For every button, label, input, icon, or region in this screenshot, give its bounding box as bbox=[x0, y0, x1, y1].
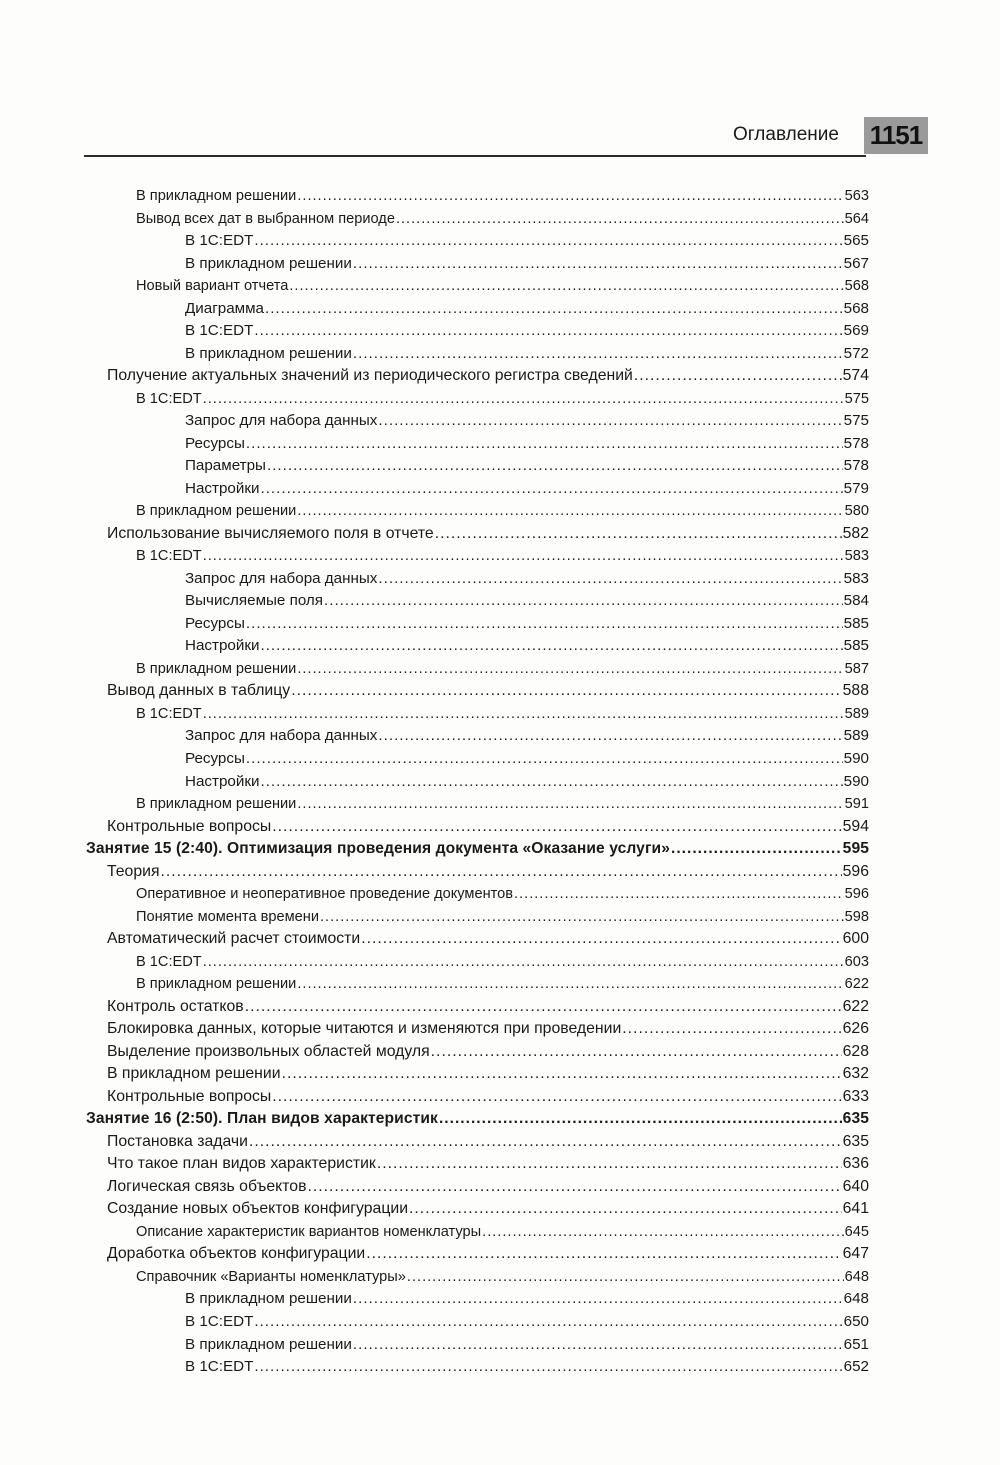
toc-entry-row bbox=[136, 794, 869, 814]
toc-chapter-row bbox=[86, 1109, 869, 1129]
toc-page-number: 641 bbox=[842, 1200, 869, 1218]
toc-entry-title: Логическая связь объектов bbox=[107, 1177, 307, 1195]
toc-page-number: 578 bbox=[843, 457, 869, 475]
toc-entry-row bbox=[185, 569, 869, 589]
toc-page-number: 600 bbox=[842, 930, 869, 948]
toc-dot-leader bbox=[366, 1244, 841, 1264]
toc-dot-leader bbox=[203, 704, 844, 724]
toc-entry-row bbox=[107, 1132, 869, 1152]
toc-entry-title: Настройки bbox=[185, 637, 260, 655]
toc-entry-title: В 1С:EDT bbox=[185, 232, 254, 250]
toc-entry-row bbox=[136, 1222, 869, 1242]
toc-dot-leader bbox=[267, 456, 843, 476]
toc-dot-leader bbox=[254, 321, 842, 341]
toc-entry-title: В 1С:EDT bbox=[136, 953, 202, 970]
toc-dot-leader bbox=[409, 1199, 842, 1219]
toc-entry-row bbox=[107, 1154, 869, 1174]
toc-page-number: 622 bbox=[842, 997, 869, 1015]
toc-dot-leader bbox=[353, 1335, 843, 1355]
toc-entry-row bbox=[185, 411, 869, 431]
toc-entry-row bbox=[185, 1357, 869, 1377]
toc-page-number: 584 bbox=[843, 592, 869, 610]
toc-dot-leader bbox=[431, 1042, 842, 1062]
toc-dot-leader bbox=[260, 772, 842, 792]
toc-page-number: 582 bbox=[842, 524, 869, 542]
toc-dot-leader bbox=[407, 1267, 844, 1287]
toc-entry-row bbox=[185, 344, 869, 364]
toc-dot-leader bbox=[353, 254, 843, 274]
toc-entry-title: Справочник «Варианты номенклатуры» bbox=[136, 1268, 406, 1285]
toc-page-number: 568 bbox=[843, 299, 869, 317]
toc-dot-leader bbox=[297, 794, 843, 814]
toc-entry-row bbox=[107, 1042, 869, 1062]
toc-entry-title: В прикладном решении bbox=[185, 344, 352, 362]
toc-entry-row bbox=[185, 456, 869, 476]
toc-dot-leader bbox=[254, 231, 842, 251]
toc-entry-row bbox=[136, 952, 869, 972]
toc-entry-row bbox=[136, 276, 869, 296]
toc-page-number: 587 bbox=[844, 660, 869, 677]
toc-page-number: 585 bbox=[843, 637, 869, 655]
toc-entry-row bbox=[185, 254, 869, 274]
toc-dot-leader bbox=[272, 1087, 841, 1107]
toc-dot-leader bbox=[246, 749, 843, 769]
toc-entry-title: Оперативное и неоперативное проведение документов bbox=[136, 886, 514, 903]
toc-entry-title: В прикладном решении bbox=[185, 254, 352, 272]
toc-dot-leader bbox=[260, 479, 842, 499]
toc-dot-leader bbox=[378, 569, 842, 589]
toc-page-number: 645 bbox=[844, 1223, 869, 1240]
toc-dot-leader bbox=[254, 1312, 842, 1332]
toc-dot-leader bbox=[297, 501, 843, 521]
header-title: Оглавление bbox=[733, 124, 839, 145]
toc-entry-row bbox=[185, 434, 869, 454]
toc-entry-row bbox=[136, 704, 869, 724]
toc-page-number: 648 bbox=[843, 1290, 869, 1308]
toc-entry-row bbox=[185, 231, 869, 251]
toc-dot-leader bbox=[439, 1109, 842, 1129]
toc-dot-leader bbox=[622, 1019, 841, 1039]
toc-chapter-row bbox=[86, 839, 869, 859]
toc-entry-title: Вывод всех дат в выбранном периоде bbox=[136, 210, 395, 227]
toc-entry-title: Занятие 16 (2:50). План видов характеристик bbox=[86, 1110, 438, 1128]
toc-entry-title: Вычисляемые поля bbox=[185, 592, 324, 610]
toc-entry-row bbox=[185, 1335, 869, 1355]
toc-dot-leader bbox=[245, 997, 842, 1017]
toc-page-number: 622 bbox=[844, 976, 869, 993]
toc-entry-row bbox=[107, 1064, 869, 1084]
toc-page-number: 633 bbox=[842, 1087, 869, 1105]
toc-page-number: 648 bbox=[844, 1268, 869, 1285]
toc-page-number: 567 bbox=[843, 254, 869, 272]
toc-page-number: 589 bbox=[844, 705, 869, 722]
toc-entry-title: В 1С:EDT bbox=[185, 1358, 254, 1376]
toc-entry-row bbox=[107, 366, 869, 386]
toc-page-number: 636 bbox=[842, 1155, 869, 1173]
toc-entry-title: Контрольные вопросы bbox=[107, 817, 272, 835]
toc-dot-leader bbox=[260, 636, 842, 656]
toc-page-number: 568 bbox=[844, 278, 869, 295]
toc-dot-leader bbox=[297, 974, 843, 994]
toc-entry-title: Диаграмма bbox=[185, 299, 264, 317]
toc-entry-row bbox=[185, 591, 869, 611]
toc-entry-title: Новый вариант отчета bbox=[136, 278, 289, 295]
toc-page-number: 652 bbox=[843, 1358, 869, 1376]
toc-page-number: 626 bbox=[842, 1020, 869, 1038]
toc-dot-leader bbox=[378, 411, 842, 431]
toc-entry-title: Ресурсы bbox=[185, 750, 245, 767]
toc-entry-row bbox=[107, 524, 869, 544]
toc-entry-row bbox=[136, 907, 869, 927]
toc-page-number: 594 bbox=[842, 817, 869, 835]
toc-entry-title: В прикладном решении bbox=[136, 660, 297, 677]
toc-dot-leader bbox=[282, 1064, 842, 1084]
toc-entry-row bbox=[107, 997, 869, 1017]
toc-page-number: 632 bbox=[842, 1065, 869, 1083]
toc-entry-row bbox=[107, 1199, 869, 1219]
toc-entry-title: В прикладном решении bbox=[136, 503, 297, 520]
toc-dot-leader bbox=[634, 366, 842, 386]
toc-entry-title: Описание характеристик вариантов номенклатуры bbox=[136, 1223, 482, 1240]
toc-entry-title: Контрольные вопросы bbox=[107, 1087, 272, 1105]
toc-entry-title: Создание новых объектов конфигурации bbox=[107, 1200, 409, 1218]
toc-entry-title: В прикладном решении bbox=[136, 796, 297, 813]
toc-entry-title: В прикладном решении bbox=[107, 1065, 281, 1083]
toc-page-number: 575 bbox=[843, 412, 869, 430]
toc-dot-leader bbox=[297, 659, 843, 679]
toc-entry-row bbox=[136, 546, 869, 566]
toc-entry-row bbox=[185, 479, 869, 499]
toc-entry-title: Постановка задачи bbox=[107, 1132, 248, 1150]
toc-dot-leader bbox=[435, 524, 842, 544]
toc-dot-leader bbox=[353, 1289, 843, 1309]
toc-dot-leader bbox=[396, 209, 844, 229]
toc-dot-leader bbox=[307, 1177, 841, 1197]
header-divider bbox=[84, 155, 866, 157]
toc-page-number: 588 bbox=[842, 682, 869, 700]
toc-entry-title: Настройки bbox=[185, 772, 260, 790]
toc-entry-row bbox=[185, 1289, 869, 1309]
toc-dot-leader bbox=[361, 929, 841, 949]
toc-page-number: 650 bbox=[843, 1313, 869, 1330]
toc-page-number: 569 bbox=[843, 322, 869, 340]
toc-entry-title: Что такое план видов характеристик bbox=[107, 1155, 376, 1173]
toc-entry-row bbox=[136, 1267, 869, 1287]
toc-entry-title: В 1С:EDT bbox=[136, 548, 202, 565]
toc-entry-row bbox=[185, 1312, 869, 1332]
toc-page-number: 596 bbox=[844, 886, 869, 903]
toc-entry-title: Запрос для набора данных bbox=[185, 727, 378, 745]
toc-entry-title: В 1С:EDT bbox=[185, 1313, 254, 1330]
toc-dot-leader bbox=[297, 186, 843, 206]
toc-entry-row bbox=[107, 1019, 869, 1039]
toc-entry-title: Запрос для набора данных bbox=[185, 412, 378, 430]
toc-dot-leader bbox=[254, 1357, 842, 1377]
toc-entry-row bbox=[185, 726, 869, 746]
toc-dot-leader bbox=[377, 1154, 842, 1174]
toc-entry-row bbox=[107, 929, 869, 949]
toc-dot-leader bbox=[203, 546, 844, 566]
toc-page-number: 563 bbox=[844, 188, 869, 204]
toc-entry-title: Выделение произвольных областей модуля bbox=[107, 1042, 430, 1060]
toc-entry-row bbox=[185, 299, 869, 319]
toc-dot-leader bbox=[378, 726, 842, 746]
toc-entry-title: Вывод данных в таблицу bbox=[107, 682, 291, 700]
toc-entry-title: Занятие 15 (2:40). Оптимизация проведения документа «Оказание услуги» bbox=[86, 840, 671, 858]
toc-dot-leader bbox=[265, 299, 843, 319]
toc-dot-leader bbox=[246, 614, 843, 634]
toc-page-number: 572 bbox=[843, 344, 869, 362]
toc-entry-row bbox=[107, 1177, 869, 1197]
toc-page-number: 640 bbox=[842, 1177, 869, 1195]
toc-entry-row bbox=[136, 209, 869, 229]
toc-dot-leader bbox=[482, 1222, 844, 1242]
toc-dot-leader bbox=[671, 839, 842, 859]
toc-entry-title: В 1С:EDT bbox=[185, 322, 254, 340]
toc-entry-row bbox=[185, 321, 869, 341]
toc-entry-title: Автоматический расчет стоимости bbox=[107, 930, 361, 948]
toc-page-number: 583 bbox=[843, 569, 869, 587]
toc-entry-row bbox=[107, 1244, 869, 1264]
toc-entry-title: Использование вычисляемого поля в отчете bbox=[107, 524, 434, 542]
toc-entry-title: В прикладном решении bbox=[136, 188, 297, 204]
toc-entry-row bbox=[107, 1087, 869, 1107]
toc-dot-leader bbox=[272, 817, 841, 837]
toc-page-number: 564 bbox=[844, 210, 869, 227]
toc-page-number: 596 bbox=[842, 862, 869, 880]
toc-page-number: 579 bbox=[843, 479, 869, 497]
toc-page-number: 647 bbox=[842, 1245, 869, 1263]
toc-entry-row bbox=[136, 389, 869, 409]
toc-dot-leader bbox=[246, 434, 843, 454]
toc-entry-row bbox=[136, 501, 869, 521]
toc-dot-leader bbox=[320, 907, 844, 927]
toc-page-number: 635 bbox=[842, 1110, 869, 1128]
toc-page-number: 635 bbox=[842, 1132, 869, 1150]
page-number-box: 1151 bbox=[864, 117, 928, 154]
toc-entry-row bbox=[185, 749, 869, 769]
toc-entry-row bbox=[107, 862, 869, 882]
toc-page-number: 585 bbox=[843, 614, 869, 632]
toc-page-number: 603 bbox=[844, 953, 869, 970]
toc-page-number: 651 bbox=[843, 1335, 869, 1353]
toc-entry-row bbox=[185, 636, 869, 656]
toc-dot-leader bbox=[161, 862, 842, 882]
toc-entry-title: Получение актуальных значений из периодического регистра сведений bbox=[107, 367, 633, 385]
toc-page-number: 628 bbox=[842, 1042, 869, 1060]
toc-page-number: 591 bbox=[844, 796, 869, 813]
toc-entry-row bbox=[136, 659, 869, 679]
toc-dot-leader bbox=[289, 276, 843, 296]
toc-entry-row bbox=[136, 974, 869, 994]
toc-entry-title: В 1С:EDT bbox=[136, 390, 202, 407]
toc-page-number: 574 bbox=[842, 367, 869, 385]
toc-entry-title: Запрос для набора данных bbox=[185, 569, 378, 587]
toc-entry-title: В прикладном решении bbox=[185, 1290, 352, 1308]
toc-entry-title: В прикладном решении bbox=[185, 1335, 352, 1353]
toc-dot-leader bbox=[514, 884, 844, 904]
toc-page-number: 583 bbox=[844, 548, 869, 565]
toc-page-number: 590 bbox=[843, 772, 869, 790]
toc-entry-row bbox=[107, 817, 869, 837]
toc-entry-title: Ресурсы bbox=[185, 434, 245, 452]
toc-dot-leader bbox=[249, 1132, 842, 1152]
toc-page-number: 575 bbox=[844, 390, 869, 407]
toc-page-number: 598 bbox=[844, 908, 869, 925]
toc-entry-row bbox=[136, 186, 869, 206]
toc-entry-title: Блокировка данных, которые читаются и изменяются при проведении bbox=[107, 1020, 622, 1038]
toc-entry-row bbox=[107, 681, 869, 701]
toc-entry-title: Параметры bbox=[185, 457, 266, 475]
toc-page-number: 580 bbox=[844, 503, 869, 520]
toc-entry-title: В 1С:EDT bbox=[136, 705, 202, 722]
toc-dot-leader bbox=[203, 952, 844, 972]
toc-dot-leader bbox=[324, 591, 843, 611]
toc-dot-leader bbox=[353, 344, 843, 364]
toc-page-number: 578 bbox=[843, 434, 869, 452]
toc-entry-row bbox=[136, 884, 869, 904]
toc-dot-leader bbox=[291, 681, 841, 701]
toc-entry-title: В прикладном решении bbox=[136, 976, 297, 993]
toc-page-number: 595 bbox=[842, 840, 869, 858]
toc-entry-title: Ресурсы bbox=[185, 614, 245, 632]
toc-page-number: 589 bbox=[843, 727, 869, 745]
toc-entry-row bbox=[185, 772, 869, 792]
toc-entry-title: Настройки bbox=[185, 479, 260, 497]
toc-entry-title: Теория bbox=[107, 862, 160, 880]
toc-entry-title: Доработка объектов конфигурации bbox=[107, 1245, 366, 1263]
toc-page-number: 565 bbox=[843, 232, 869, 250]
toc-page-number: 590 bbox=[843, 750, 869, 767]
toc-dot-leader bbox=[203, 389, 844, 409]
toc-entry-row bbox=[185, 614, 869, 634]
toc-entry-title: Контроль остатков bbox=[107, 997, 244, 1015]
toc-entry-title: Понятие момента времени bbox=[136, 908, 319, 925]
